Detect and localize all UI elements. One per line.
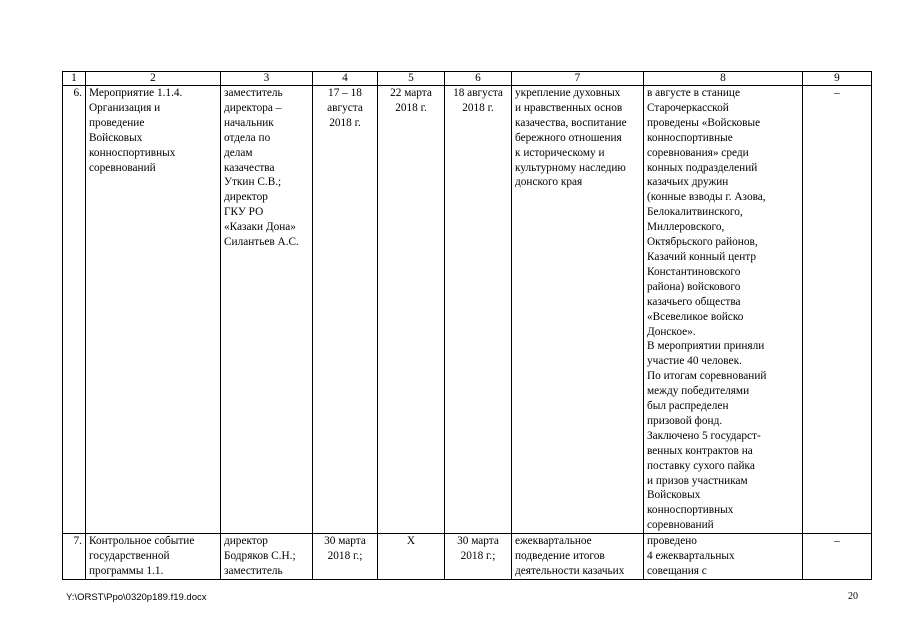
row-number: 6. bbox=[63, 86, 86, 534]
planned-date-cell: 30 марта 2018 г.; bbox=[313, 534, 378, 580]
header-cell: 2 bbox=[86, 72, 221, 86]
actual-result-cell: в августе в станице Старочеркасской проведены «Войсковые конноспортивные соревнования» среди конных подразделений казачьих дружин (конные взводы г. Азова, Белокалитвинского, Миллеровского, Октябрьского районов, Казачий конный центр Константиновского района) войскового казачьего общества «Всевеликое войско Донское». В мероприятии приняли участие 40 человек. По итогам соревнований между победителями был распределен призовой фонд. Заключено 5 государст- венных контрактов на поставку сухого пайка и призов участникам Войсковых конноспортивных соревнований bbox=[644, 86, 803, 534]
header-cell: 1 bbox=[63, 72, 86, 86]
notes-cell: – bbox=[803, 86, 872, 534]
start-date-cell: Х bbox=[378, 534, 445, 580]
responsible-cell: директор Бодряков С.Н.; заместитель bbox=[221, 534, 313, 580]
file-path-footer: Y:\ORST\Ppo\0320p189.f19.docx bbox=[66, 592, 207, 603]
header-cell: 9 bbox=[803, 72, 872, 86]
header-cell: 5 bbox=[378, 72, 445, 86]
table-row bbox=[63, 86, 872, 534]
header-cell: 3 bbox=[221, 72, 313, 86]
expected-result-cell: ежеквартальное подведение итогов деятельности казачьих bbox=[512, 534, 644, 580]
row-number: 7. bbox=[63, 534, 86, 580]
end-date-cell: 18 августа 2018 г. bbox=[445, 86, 512, 534]
header-cell: 4 bbox=[313, 72, 378, 86]
report-table bbox=[62, 71, 872, 580]
header-cell: 6 bbox=[445, 72, 512, 86]
header-cell: 8 bbox=[644, 72, 803, 86]
start-date-cell: 22 марта 2018 г. bbox=[378, 86, 445, 534]
planned-date-cell: 17 – 18 августа 2018 г. bbox=[313, 86, 378, 534]
end-date-cell: 30 марта 2018 г.; bbox=[445, 534, 512, 580]
expected-result-cell: укрепление духовных и нравственных основ казачества, воспитание бережного отношения к историческому и культурному наследию донского края bbox=[512, 86, 644, 534]
actual-result-cell: проведено 4 ежеквартальных совещания с bbox=[644, 534, 803, 580]
notes-cell: – bbox=[803, 534, 872, 580]
page-number: 20 bbox=[848, 591, 858, 602]
table-row bbox=[63, 534, 872, 580]
responsible-cell: заместитель директора – начальник отдела по делам казачества Уткин С.В.; директор ГКУ РО «Казаки Дона» Силантьев А.С. bbox=[221, 86, 313, 534]
event-name-cell: Мероприятие 1.1.4. Организация и проведение Войсковых конноспортивных соревнований bbox=[86, 86, 221, 534]
header-cell: 7 bbox=[512, 72, 644, 86]
event-name-cell: Контрольное событие государственной программы 1.1. bbox=[86, 534, 221, 580]
table-header-row bbox=[63, 72, 872, 86]
